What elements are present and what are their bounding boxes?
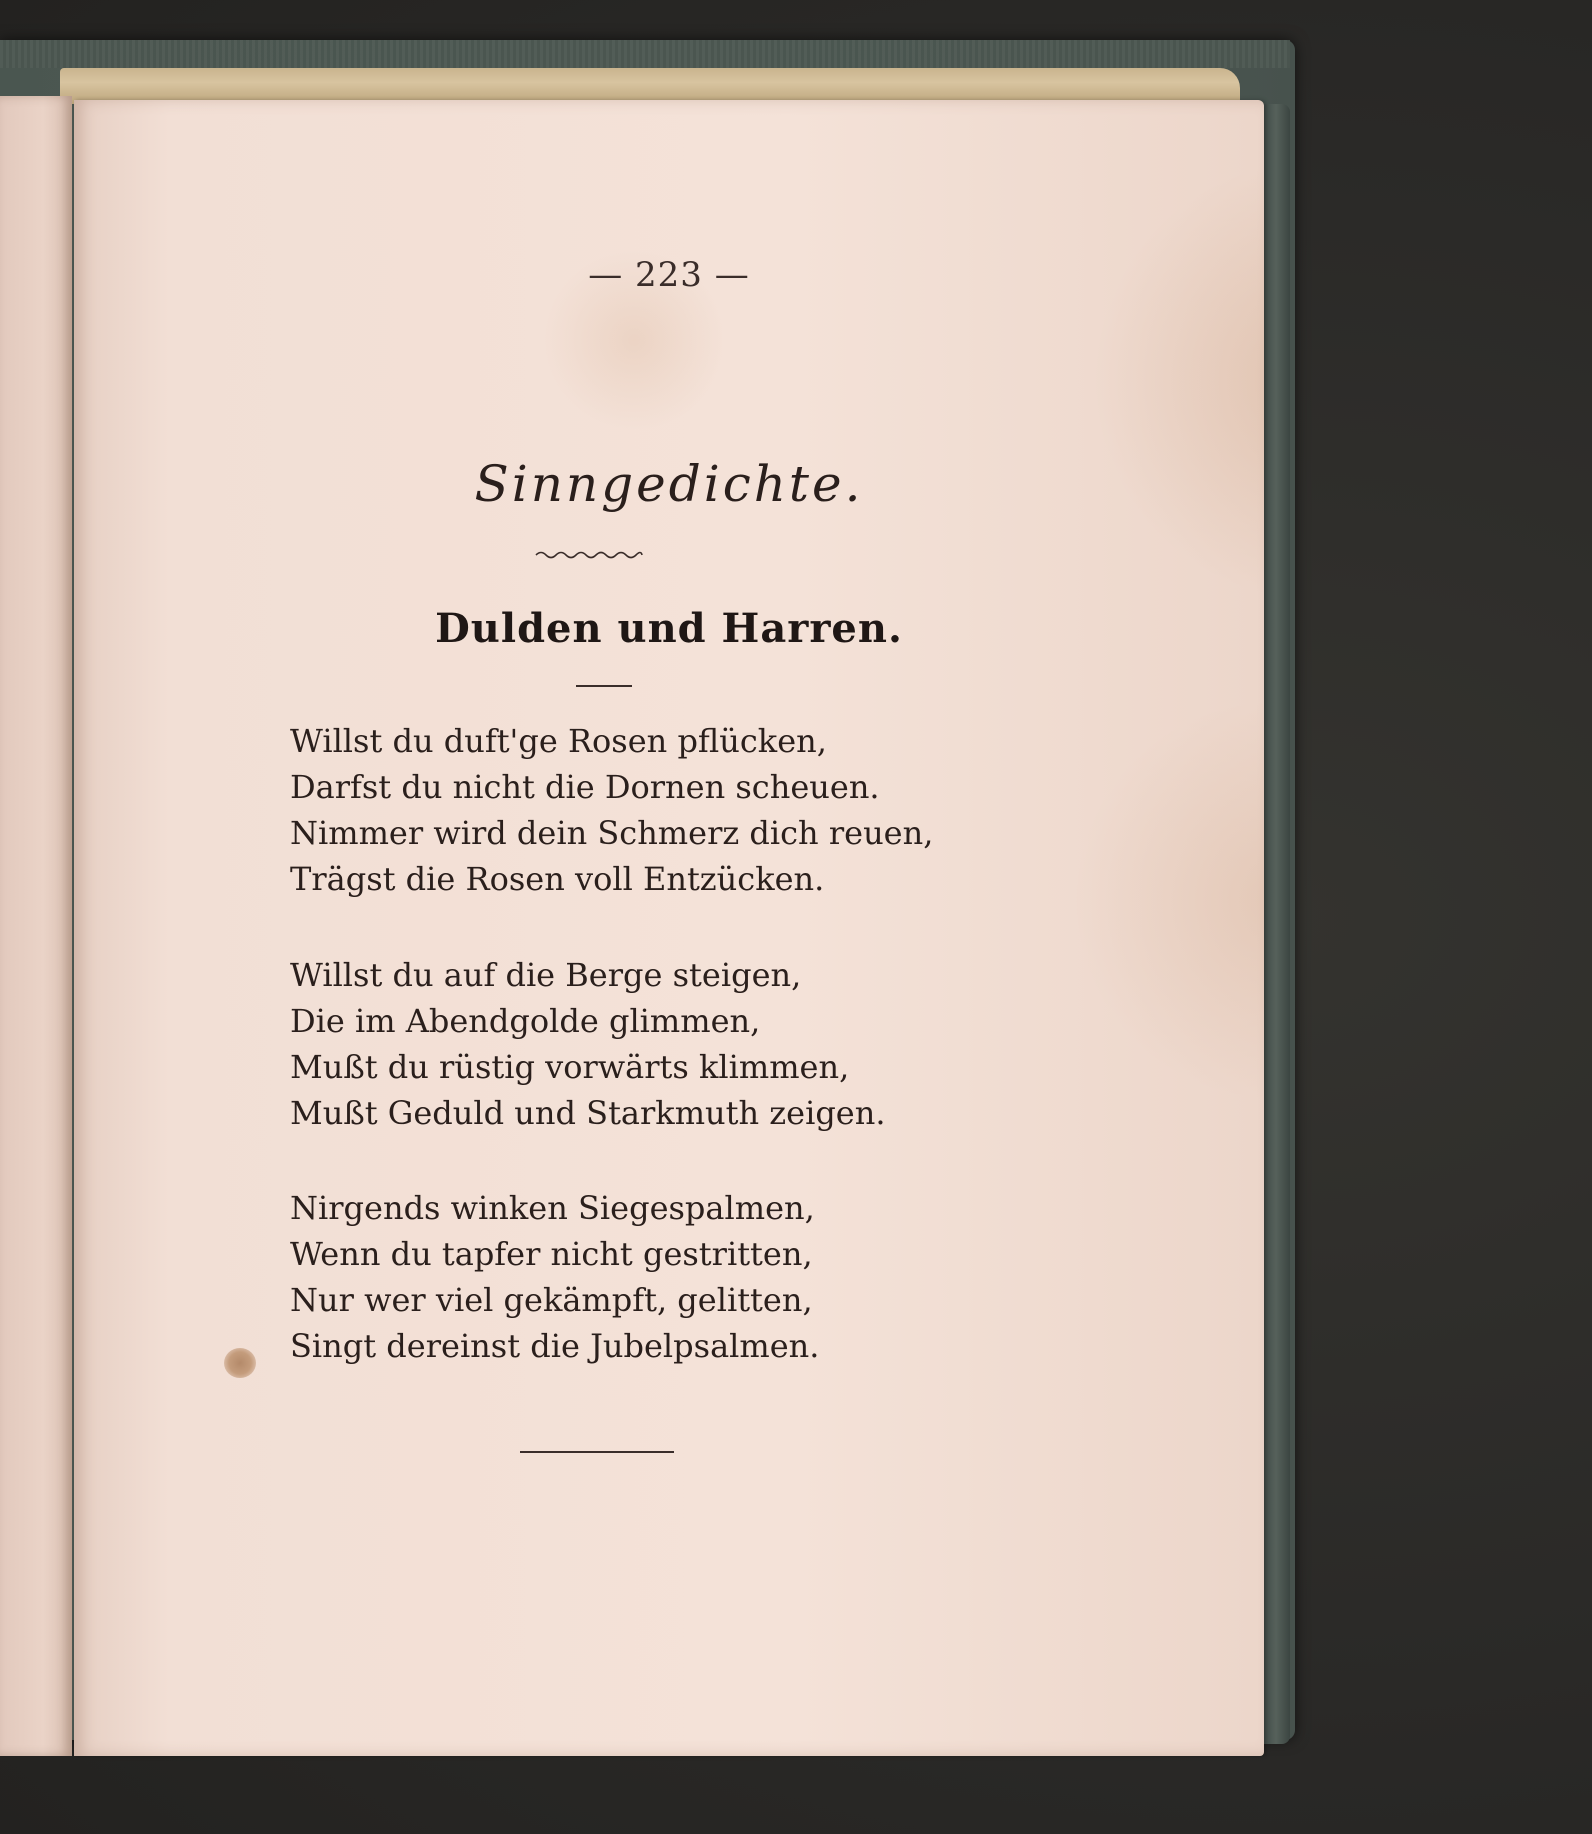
verse-line: Mußt Geduld und Starkmuth zeigen. (290, 1094, 886, 1132)
verse-line: Singt dereinst die Jubelpsalmen. (290, 1327, 820, 1365)
stanza (290, 952, 970, 1136)
verse-line: Trägst die Rosen voll Entzücken. (290, 860, 825, 898)
verse-line: Willst du auf die Berge steigen, (290, 956, 802, 994)
page-number: — 223 — (588, 255, 750, 295)
section-title: Sinngedichte. (474, 455, 864, 513)
poem-title: Dulden und Harren. (435, 605, 903, 652)
verse-line: Mußt du rüstig vorwärts klimmen, (290, 1048, 850, 1086)
previous-page-edge (0, 96, 72, 1756)
stanza (290, 1185, 970, 1369)
stanza (290, 718, 970, 902)
verse-line: Nur wer viel gekämpft, gelitten, (290, 1281, 813, 1319)
verse-line: Die im Abendgolde glimmen, (290, 1002, 761, 1040)
page-text (74, 100, 1264, 1756)
end-rule (520, 1451, 674, 1453)
decorative-squiggle (534, 548, 644, 562)
title-rule (576, 685, 632, 687)
verse-line: Willst du duft'ge Rosen pflücken, (290, 722, 827, 760)
book-page (74, 100, 1264, 1756)
verse-line: Wenn du tapfer nicht gestritten, (290, 1235, 813, 1273)
verse-line: Nirgends winken Siegespalmen, (290, 1189, 815, 1227)
book-binding-right (1262, 104, 1290, 1744)
verse-line: Darfst du nicht die Dornen scheuen. (290, 768, 880, 806)
page-edges (60, 68, 1240, 104)
verse-line: Nimmer wird dein Schmerz dich reuen, (290, 814, 934, 852)
book-cover-top-edge (0, 40, 1290, 68)
